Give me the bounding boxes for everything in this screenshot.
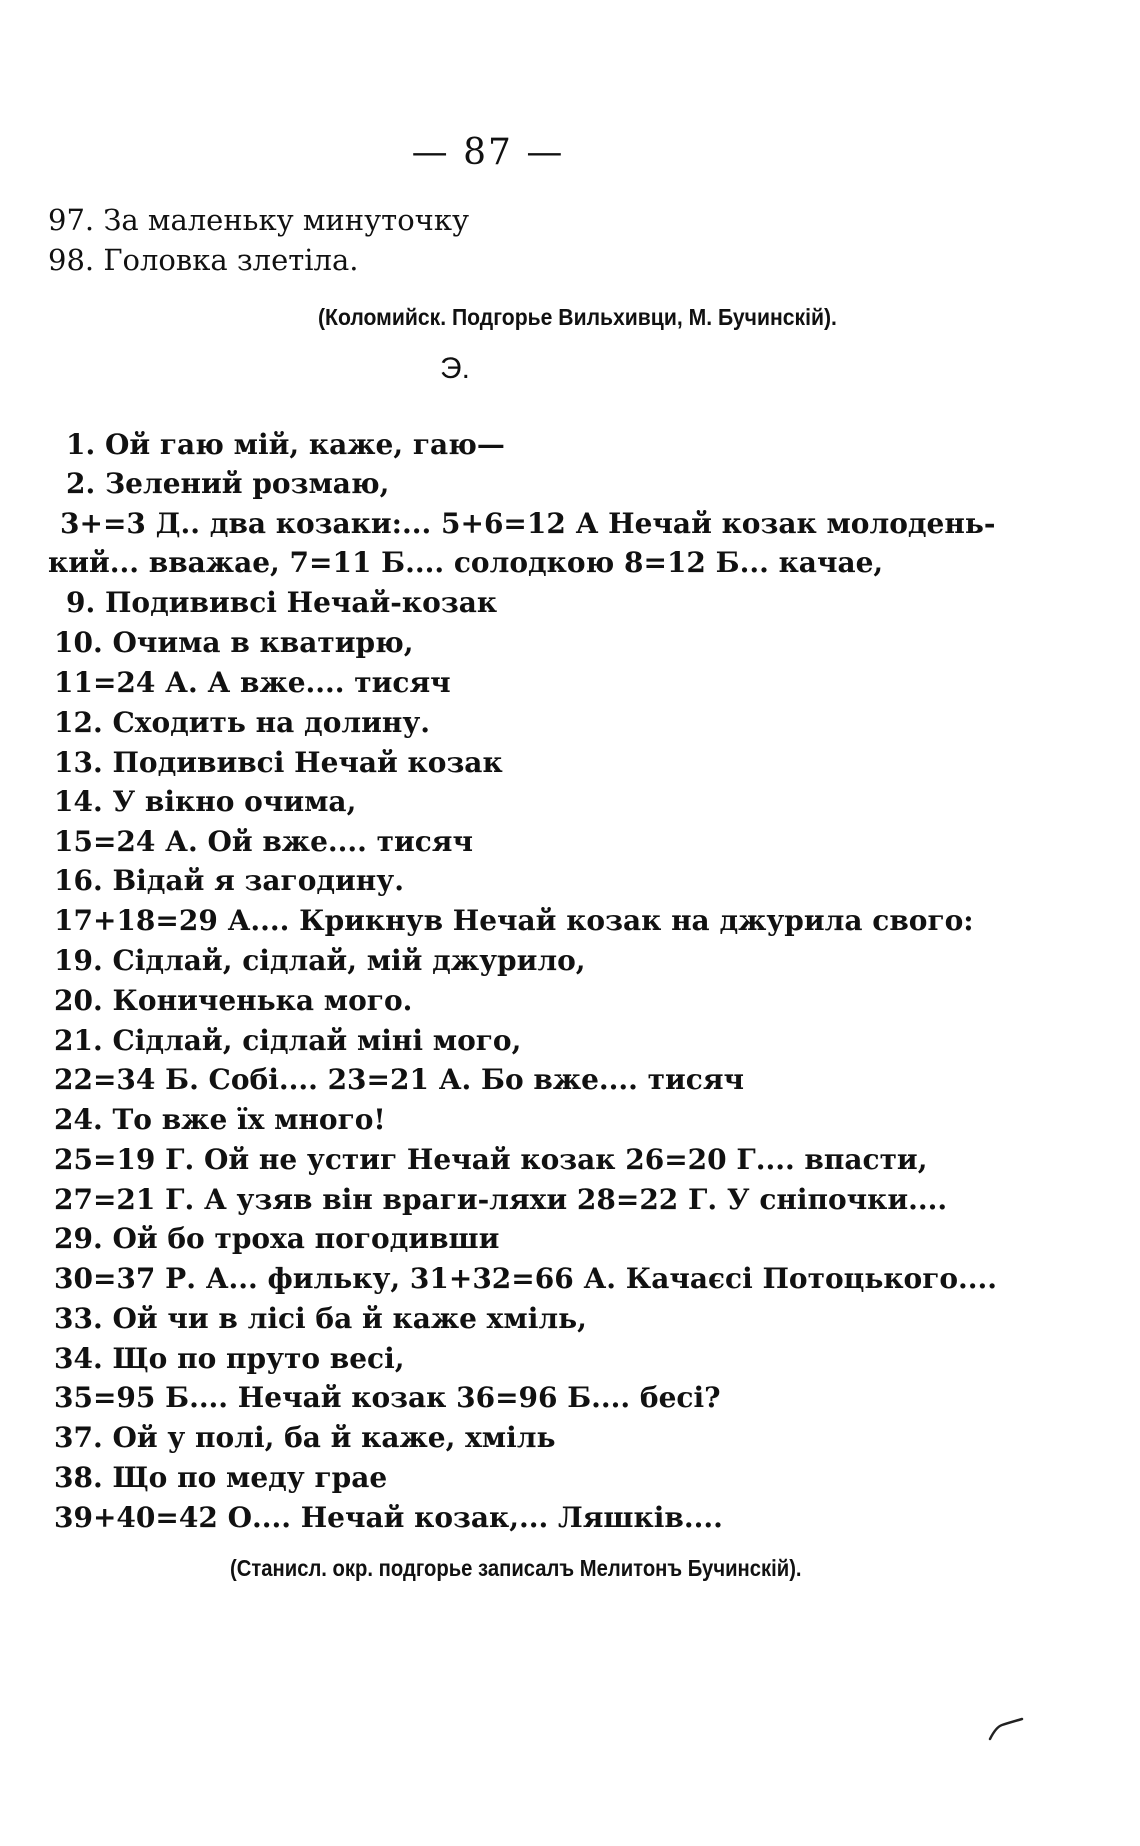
text-line: 19. Сідлай, сідлай, мій джурило, [54,944,586,977]
text-line: 35=95 Б.... Нечай козак 36=96 Б.... бесі? [54,1381,721,1414]
text-line: 2. Зелений розмаю, [66,467,390,500]
text-line: 30=37 Р. А... фильку, 31+32=66 А. Качаєсі Потоцького.... [54,1262,998,1295]
text-line: 11=24 А. А вже.... тисяч [54,666,451,699]
text-line: 16. Відай я загодину. [54,864,404,897]
source-note: (Коломийск. Подгорье Вильхивци, М. Бучинскій). [318,304,837,330]
section-letter: Э. [440,352,470,385]
text-line: 37. Ой у полі, ба й каже, хміль [54,1421,556,1454]
text-line: 9. Подививсі Нечай-козак [66,586,498,619]
text-line: 21. Сідлай, сідлай міні мого, [54,1024,522,1057]
text-line: 39+40=42 О.... Нечай козак,... Ляшків.... [54,1501,723,1534]
text-line: 25=19 Г. Ой не устиг Нечай козак 26=20 Г.... впасти, [54,1143,928,1176]
text-line: 38. Що по меду грае [54,1461,388,1494]
text-line: 98. Головка злетіла. [48,243,359,277]
pen-mark [988,1715,1024,1741]
text-line: 20. Кониченька мого. [54,984,413,1017]
text-line: 17+18=29 А.... Крикнув Нечай козак на джурила свого: [54,904,974,937]
text-line: 3+=3 Д.. два козаки:... 5+6=12 А Нечай козак молодень- [60,507,996,540]
text-line: 97. За маленьку минуточку [48,203,470,237]
page-number: — 87 — [411,132,565,173]
text-line: 12. Сходить на долину. [54,706,431,739]
text-line: 24. То вже їх много! [54,1103,386,1136]
text-line: 22=34 Б. Собі.... 23=21 А. Бо вже.... тисяч [54,1063,744,1096]
text-line: 10. Очима в кватирю, [54,626,414,659]
text-line: кий... вважае, 7=11 Б.... солодкою 8=12 Б... качае, [48,546,884,579]
text-line: 1. Ой гаю мій, каже, гаю— [66,428,505,461]
source-note: (Станисл. окр. подгорье записалъ Мелитонъ Бучинскій). [230,1555,802,1581]
text-line: 33. Ой чи в лісі ба й каже хміль, [54,1302,587,1335]
text-line: 15=24 А. Ой вже.... тисяч [54,825,473,858]
text-line: 13. Подививсі Нечай козак [54,746,503,779]
text-line: 29. Ой бо троха погодивши [54,1222,500,1255]
text-line: 27=21 Г. А узяв він враги-ляхи 28=22 Г. У сніпочки.... [54,1183,948,1216]
text-line: 34. Що по пруто весі, [54,1342,405,1375]
text-line: 14. У вікно очима, [54,785,357,818]
